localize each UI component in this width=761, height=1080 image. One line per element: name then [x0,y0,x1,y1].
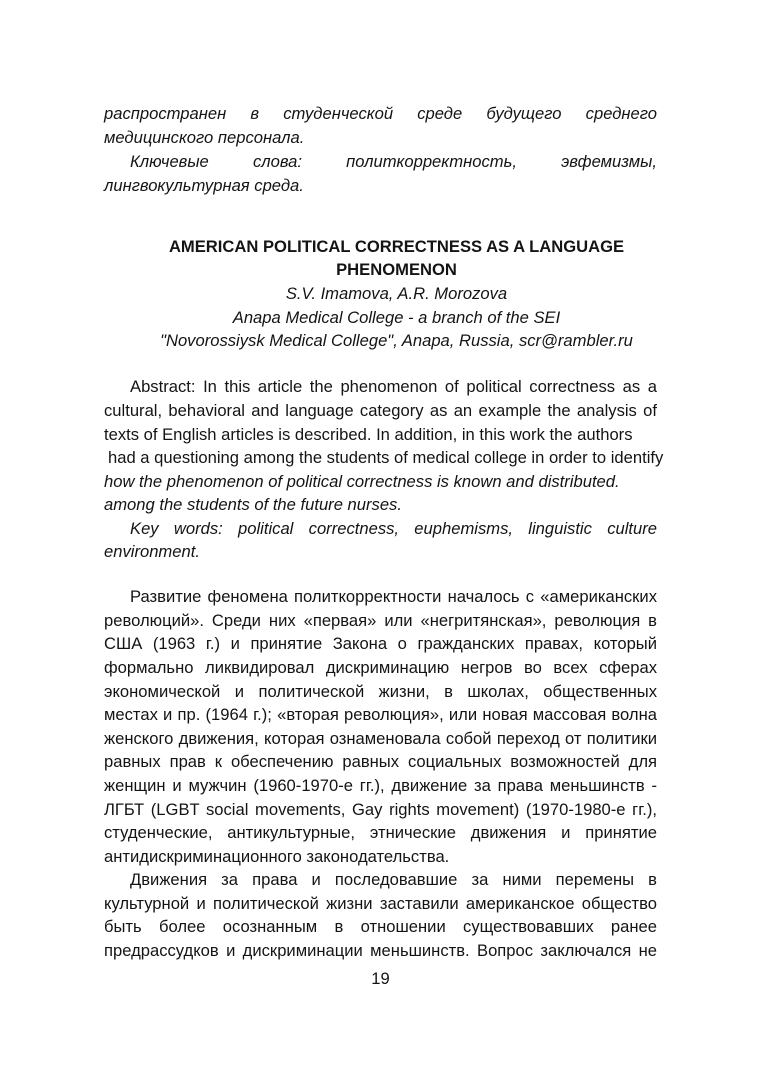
ru-abstract-line: распространен в студенческой среде будущего среднего [104,104,657,123]
article-title-line: PHENOMENON [336,260,457,279]
en-abstract-line: texts of English articles is described. In addition, in this work the authors [104,425,633,444]
body-line: экономической и политической жизни, в школах, общественных [104,682,657,701]
body-line: революций». Среди них «первая» или «негритянская», революция в [104,611,657,630]
body-line: предрассудков и дискриминации меньшинств. Вопрос заключался не [104,941,657,960]
en-keywords-line: Key words: political correctness, euphemisms, linguistic culture [130,519,657,538]
body-line: равных прав к обеспечению равных социальных возможностей для [104,752,657,771]
en-abstract-line: had a questioning among the students of medical college in order to identify [108,448,664,467]
authors: S.V. Imamova, A.R. Morozova [285,284,508,303]
body-line: формально ликвидировал дискриминацию негров во всех сферах [104,658,657,677]
body-line: женщин и мужчин (1960-1970-е гг.), движение за права меньшинств - [104,776,657,795]
ru-abstract-line: медицинского персонала. [104,128,305,147]
body-line: ЛГБТ (LGBT social movements, Gay rights movement) (1970-1980-е гг.), [104,800,657,819]
ru-keywords-line: Ключевые слова: политкорректность, эвфемизмы, [130,152,657,171]
body-line: Развитие феномена политкорректности началось с «американских [130,587,657,606]
en-abstract-line: Abstract: In this article the phenomenon of political correctness as a [130,377,657,396]
page-number: 19 [371,969,390,988]
body-line: женского движения, которая ознаменовала собой переход от политики [104,729,657,748]
affiliation-line: Anapa Medical College - a branch of the SEI [232,308,561,327]
body-line: Движения за права и последовавшие за ними перемены в [130,870,657,889]
body-line: студенческие, антикультурные, этнические движения и принятие [104,823,657,842]
en-abstract-line: among the students of the future nurses. [104,495,402,514]
affiliation-line: "Novorossiysk Medical College", Anapa, Russia, scr@rambler.ru [160,331,633,350]
body-line: США (1963 г.) и принятие Закона о гражданских правах, который [104,634,657,653]
body-line: быть более осознанным в отношении существовавших ранее [104,917,657,936]
en-keywords-line: environment. [104,542,200,561]
body-line: культурной и политической жизни заставили американское общество [104,894,657,913]
en-abstract-line: how the phenomenon of political correctness is known and distributed. [104,472,620,491]
article-title-line: AMERICAN POLITICAL CORRECTNESS AS A LANGUAGE [168,237,625,256]
body-line: антидискриминационного законодательства. [104,847,450,866]
body-line: местах и пр. (1964 г.); «вторая революция», или новая массовая волна [104,705,657,724]
en-abstract-line: cultural, behavioral and language category as an example the analysis of [104,401,657,420]
ru-keywords-line: лингвокультурная среда. [104,176,304,195]
